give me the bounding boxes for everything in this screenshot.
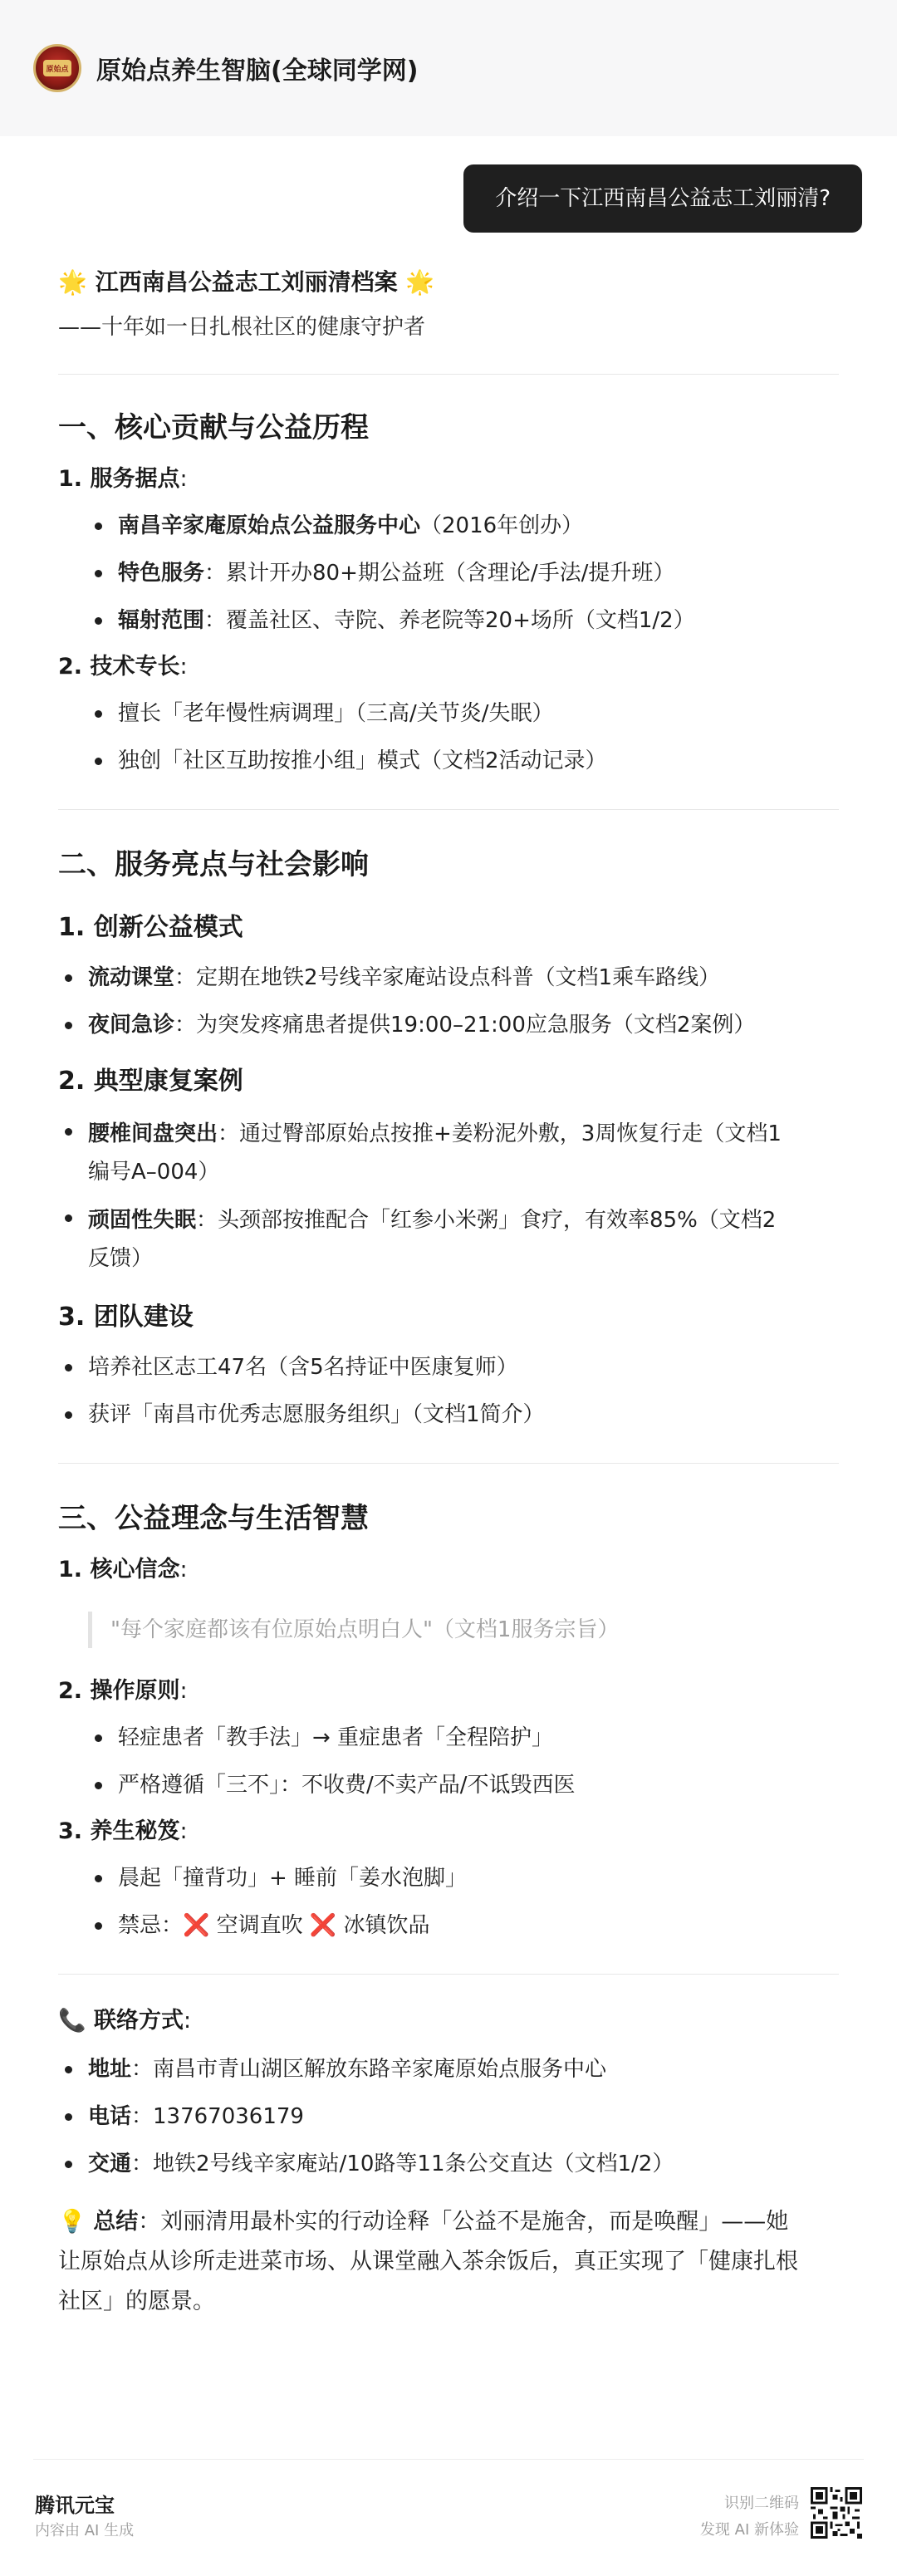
list-label: 1. 核心信念: (58, 1557, 188, 1582)
list-item: 独创「社区互助按推小组」模式（文档2活动记录） (88, 744, 839, 778)
lightbulb-icon: 💡 (58, 2209, 86, 2235)
star-icon: 🌟 (58, 268, 87, 296)
list-item: 特色服务：累计开办80+期公益班（含理论/手法/提升班） (88, 557, 839, 590)
avatar[interactable] (33, 44, 81, 92)
divider (58, 809, 839, 810)
sub-heading: 1. 创新公益模式 (58, 913, 243, 942)
list-label: 2. 技术专长: (58, 654, 188, 680)
list-label: 1. 服务据点: (58, 466, 188, 492)
answer-title (58, 266, 839, 299)
list-item: 腰椎间盘突出：通过臀部原始点按推+姜粉泥外敷，3周恢复行走（文档1 编号A–004） (58, 1115, 839, 1191)
app-title: 原始点养生智脑(全球同学网) (96, 56, 419, 86)
list-item: 晨起「撞背功」+ 睡前「姜水泡脚」 (88, 1862, 839, 1895)
list-item: 辐射范围：覆盖社区、寺院、养老院等20+场所（文档1/2） (88, 604, 839, 637)
list-item: 南昌辛家庵原始点公益服务中心（2016年创办） (88, 509, 839, 542)
list-item: 禁忌：❌ 空调直吹 ❌ 冰镇饮品 (88, 1909, 839, 1942)
divider (58, 1974, 839, 1975)
qr-code-icon[interactable] (811, 2487, 862, 2539)
list-item: 轻症患者「教手法」→ 重症患者「全程陪护」 (88, 1721, 839, 1754)
footer (0, 2459, 897, 2576)
summary-paragraph: 💡 总结：刘丽清用最朴实的行动诠释「公益不是施舍，而是唤醒」——她 让原始点从诊所走进菜市场、从课堂融入茶余饭后，真正实现了「健康扎根 社区」的愿景。 (58, 2209, 798, 2314)
contact-heading: 📞 联络方式: (58, 2008, 192, 2034)
avatar-logo: 原始点 (43, 60, 71, 76)
list-label: 2. 操作原则: (58, 1678, 188, 1704)
contact-transport: 交通：地铁2号线辛家庵站/10路等11条公交直达（文档1/2） (58, 2147, 839, 2181)
user-message-row (463, 164, 862, 233)
cross-icon: ❌ (183, 1913, 210, 1938)
phone-icon: 📞 (58, 2008, 86, 2034)
list-item: 流动课堂：定期在地铁2号线辛家庵站设点科普（文档1乘车路线） (58, 961, 839, 994)
list-item: 获评「南昌市优秀志愿服务组织」（文档1简介） (58, 1398, 839, 1431)
section-heading-2: 二、服务亮点与社会影响 (58, 848, 369, 881)
sub-heading: 3. 团队建设 (58, 1303, 194, 1332)
section-heading-1: 一、核心贡献与公益历程 (58, 411, 369, 444)
divider (58, 374, 839, 375)
star-icon: 🌟 (405, 268, 435, 296)
quote-block: "每个家庭都该有位原始点明白人"（文档1服务宗旨） (88, 1612, 839, 1648)
brand-name: 腾讯元宝 (35, 2494, 115, 2517)
brand-subtitle: 内容由 AI 生成 (35, 2522, 135, 2539)
list-label: 3. 养生秘笈: (58, 1818, 188, 1844)
answer-content (58, 266, 839, 2322)
contact-address: 地址：南昌市青山湖区解放东路辛家庵原始点服务中心 (58, 2053, 839, 2086)
list-item: 夜间急诊：为突发疼痛患者提供19:00–21:00应急服务（文档2案例） (58, 1008, 839, 1042)
list-item: 擅长「老年慢性病调理」（三高/关节炎/失眠） (88, 697, 839, 730)
answer-subtitle: ——十年如一日扎根社区的健康守护者 (58, 315, 426, 340)
list-item: 培养社区志工47名（含5名持证中医康复师） (58, 1351, 839, 1384)
list-item: 严格遵循「三不」：不收费/不卖产品/不诋毁西医 (88, 1769, 839, 1802)
divider (58, 1463, 839, 1464)
contact-phone[interactable]: 电话：13767036179 (58, 2100, 839, 2133)
list-item: 顽固性失眠：头颈部按推配合「红参小米粥」食疗，有效率85%（文档2 反馈） (58, 1201, 839, 1278)
cross-icon: ❌ (309, 1913, 337, 1938)
answer-title-text: 江西南昌公益志工刘丽清档案 (95, 268, 398, 296)
divider (33, 2459, 864, 2460)
qr-caption: 识别二维码 发现 AI 新体验 (699, 2495, 799, 2539)
sub-heading: 2. 典型康复案例 (58, 1067, 243, 1096)
section-heading-3: 三、公益理念与生活智慧 (58, 1502, 369, 1535)
user-message-bubble: 介绍一下江西南昌公益志工刘丽清? (463, 164, 862, 233)
app-header (0, 0, 897, 136)
